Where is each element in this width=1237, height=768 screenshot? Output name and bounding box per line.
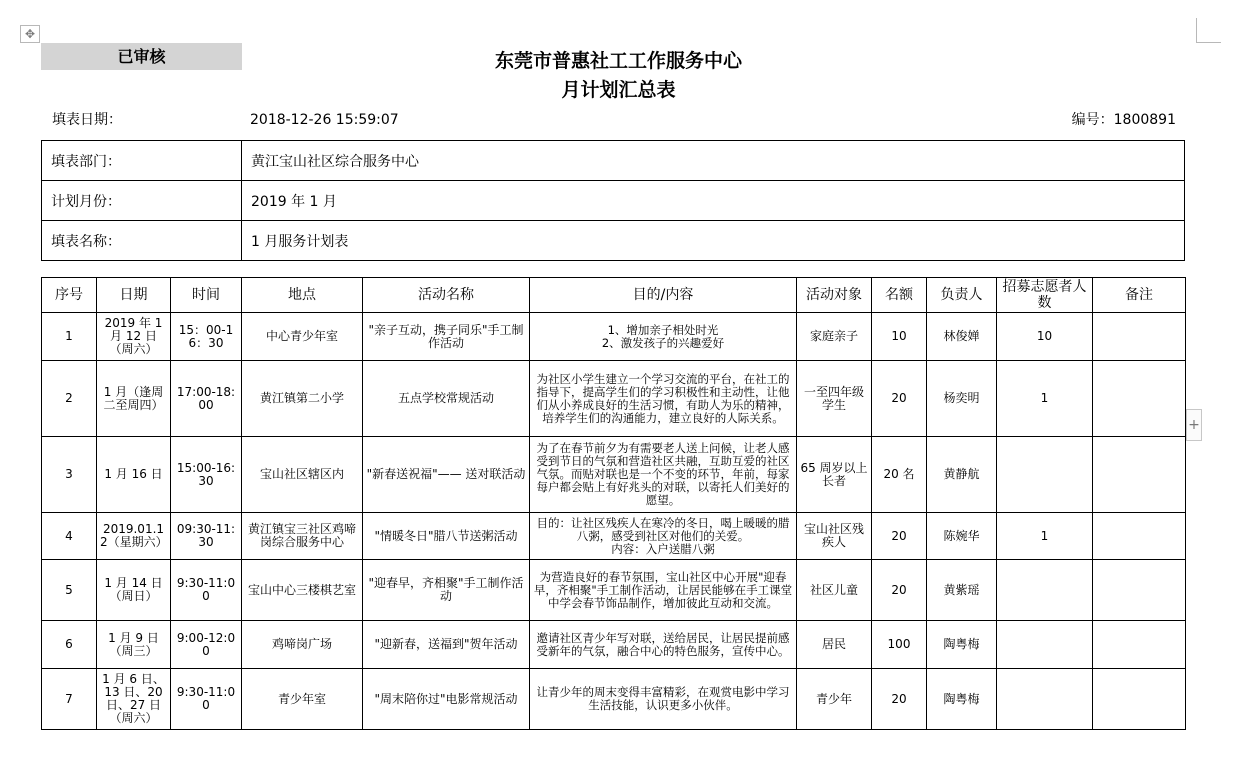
page-corner-mark bbox=[1196, 18, 1221, 43]
cell-target[interactable]: 宝山社区残疾人 bbox=[797, 513, 872, 560]
cell-activity[interactable]: "迎新春，送福到"贺年活动 bbox=[363, 621, 530, 669]
cell-index[interactable]: 6 bbox=[42, 621, 97, 669]
info-label: 填表名称： bbox=[42, 221, 242, 261]
col-header-location: 地点 bbox=[242, 278, 363, 313]
status-badge: 已审核 bbox=[41, 43, 242, 70]
col-header-volunteers: 招募志愿者人数 bbox=[997, 278, 1093, 313]
cell-activity[interactable]: "周末陪你过"电影常规活动 bbox=[363, 669, 530, 730]
cell-quota[interactable]: 20 bbox=[872, 560, 927, 621]
add-row-icon[interactable]: + bbox=[1186, 409, 1202, 441]
cell-quota[interactable]: 20 名 bbox=[872, 437, 927, 513]
cell-volunteers[interactable] bbox=[997, 621, 1093, 669]
info-table bbox=[41, 140, 1185, 261]
col-header-activity: 活动名称 bbox=[363, 278, 530, 313]
cell-notes[interactable] bbox=[1093, 437, 1186, 513]
col-header-target: 活动对象 bbox=[797, 278, 872, 313]
cell-time[interactable]: 9:00-12:00 bbox=[171, 621, 242, 669]
cell-activity[interactable]: 五点学校常规活动 bbox=[363, 361, 530, 437]
cell-index[interactable]: 5 bbox=[42, 560, 97, 621]
cell-activity[interactable]: "新春送祝福"—— 送对联活动 bbox=[363, 437, 530, 513]
cell-date[interactable]: 2019.01.12（星期六） bbox=[97, 513, 171, 560]
fill-date-value: 2018-12-26 15:59:07 bbox=[250, 112, 399, 128]
cell-content[interactable]: 目的：让社区残疾人在寒冷的冬日，喝上暖暖的腊八粥，感受到社区对他们的关爱。 内容：入户送腊八粥 bbox=[530, 513, 797, 560]
cell-location[interactable]: 宝山社区辖区内 bbox=[242, 437, 363, 513]
info-row-department bbox=[42, 141, 1185, 181]
cell-owner[interactable]: 黄紫瑶 bbox=[927, 560, 997, 621]
cell-owner[interactable]: 黄静航 bbox=[927, 437, 997, 513]
cell-owner[interactable]: 陶粤梅 bbox=[927, 669, 997, 730]
col-header-quota: 名额 bbox=[872, 278, 927, 313]
col-header-date: 日期 bbox=[97, 278, 171, 313]
cell-volunteers[interactable]: 1 bbox=[997, 361, 1093, 437]
doc-number-label: 编号： bbox=[1071, 112, 1114, 128]
table-row bbox=[42, 669, 1186, 730]
cell-volunteers[interactable]: 1 bbox=[997, 513, 1093, 560]
cell-date[interactable]: 1 月 6 日、13 日、20 日、27 日（周六） bbox=[97, 669, 171, 730]
table-header-row bbox=[42, 278, 1186, 313]
col-header-content: 目的/内容 bbox=[530, 278, 797, 313]
cell-activity[interactable]: "迎春早，齐相聚"手工制作活动 bbox=[363, 560, 530, 621]
cell-time[interactable]: 15：00-16：30 bbox=[171, 313, 242, 361]
table-move-handle-icon[interactable]: ✥ bbox=[20, 25, 40, 43]
table-row bbox=[42, 313, 1186, 361]
cell-location[interactable]: 宝山中心三楼棋艺室 bbox=[242, 560, 363, 621]
cell-volunteers[interactable] bbox=[997, 560, 1093, 621]
table-row bbox=[42, 437, 1186, 513]
cell-target[interactable]: 青少年 bbox=[797, 669, 872, 730]
cell-quota[interactable]: 20 bbox=[872, 669, 927, 730]
cell-owner[interactable]: 林俊婵 bbox=[927, 313, 997, 361]
info-label: 填表部门： bbox=[42, 141, 242, 181]
cell-notes[interactable] bbox=[1093, 669, 1186, 730]
col-header-owner: 负责人 bbox=[927, 278, 997, 313]
plan-table-body bbox=[42, 313, 1186, 730]
cell-content[interactable]: 1、增加亲子相处时光 2、激发孩子的兴趣爱好 bbox=[530, 313, 797, 361]
cell-owner[interactable]: 陈婉华 bbox=[927, 513, 997, 560]
info-value[interactable]: 1 月服务计划表 bbox=[242, 221, 1185, 261]
info-row-name bbox=[42, 221, 1185, 261]
cell-quota[interactable]: 20 bbox=[872, 513, 927, 560]
cell-target[interactable]: 一至四年级学生 bbox=[797, 361, 872, 437]
cell-date[interactable]: 1 月 16 日 bbox=[97, 437, 171, 513]
cell-time[interactable]: 9:30-11:00 bbox=[171, 669, 242, 730]
cell-date[interactable]: 1 月 9 日（周三） bbox=[97, 621, 171, 669]
cell-quota[interactable]: 10 bbox=[872, 313, 927, 361]
cell-content[interactable]: 为营造良好的春节氛围，宝山社区中心开展"迎春早，齐相聚"手工制作活动，让居民能够在手工课堂中学会春节饰品制作，增加彼此互动和交流。 bbox=[530, 560, 797, 621]
cell-time[interactable]: 17:00-18:00 bbox=[171, 361, 242, 437]
cell-index[interactable]: 7 bbox=[42, 669, 97, 730]
fill-date-label: 填表日期： bbox=[52, 112, 122, 128]
org-title: 东莞市普惠社工工作服务中心 bbox=[494, 50, 742, 72]
col-header-index: 序号 bbox=[42, 278, 97, 313]
info-value[interactable]: 黄江宝山社区综合服务中心 bbox=[242, 141, 1185, 181]
cell-activity[interactable]: "情暖冬日"腊八节送粥活动 bbox=[363, 513, 530, 560]
cell-notes[interactable] bbox=[1093, 513, 1186, 560]
cell-location[interactable]: 中心青少年室 bbox=[242, 313, 363, 361]
cell-time[interactable]: 9:30-11:00 bbox=[171, 560, 242, 621]
cell-content[interactable]: 让青少年的周末变得丰富精彩，在观赏电影中学习生活技能，认识更多小伙伴。 bbox=[530, 669, 797, 730]
cell-volunteers[interactable] bbox=[997, 437, 1093, 513]
cell-index[interactable]: 1 bbox=[42, 313, 97, 361]
cell-location[interactable]: 黄江镇第二小学 bbox=[242, 361, 363, 437]
col-header-time: 时间 bbox=[171, 278, 242, 313]
cell-date[interactable]: 1 月（逢周二至周四） bbox=[97, 361, 171, 437]
info-value[interactable]: 2019 年 1 月 bbox=[242, 181, 1185, 221]
cell-volunteers[interactable] bbox=[997, 669, 1093, 730]
cell-owner[interactable]: 杨奕明 bbox=[927, 361, 997, 437]
cell-notes[interactable] bbox=[1093, 361, 1186, 437]
cell-location[interactable]: 鸡啼岗广场 bbox=[242, 621, 363, 669]
cell-activity[interactable]: "亲子互动，携子同乐"手工制作活动 bbox=[363, 313, 530, 361]
cell-content[interactable]: 为社区小学生建立一个学习交流的平台，在社工的指导下，提高学生们的学习积极性和主动性，让他们从小养成良好的生活习惯，有助人为乐的精神，培养学生们的沟通能力，建立良好的人际关系。 bbox=[530, 361, 797, 437]
cell-notes[interactable] bbox=[1093, 313, 1186, 361]
cell-index[interactable]: 4 bbox=[42, 513, 97, 560]
table-row bbox=[42, 513, 1186, 560]
doc-number-value: 1800891 bbox=[1113, 112, 1176, 128]
cell-time[interactable]: 09:30-11:30 bbox=[171, 513, 242, 560]
cell-date[interactable]: 2019 年 1 月 12 日（周六） bbox=[97, 313, 171, 361]
cell-target[interactable]: 居民 bbox=[797, 621, 872, 669]
cell-target[interactable]: 社区儿童 bbox=[797, 560, 872, 621]
cell-volunteers[interactable]: 10 bbox=[997, 313, 1093, 361]
plan-table bbox=[41, 277, 1186, 730]
cell-location[interactable]: 黄江镇宝三社区鸡啼岗综合服务中心 bbox=[242, 513, 363, 560]
cell-date[interactable]: 1 月 14 日（周日） bbox=[97, 560, 171, 621]
cell-quota[interactable]: 20 bbox=[872, 361, 927, 437]
cell-location[interactable]: 青少年室 bbox=[242, 669, 363, 730]
cell-quota[interactable]: 100 bbox=[872, 621, 927, 669]
cell-owner[interactable]: 陶粤梅 bbox=[927, 621, 997, 669]
cell-target[interactable]: 家庭亲子 bbox=[797, 313, 872, 361]
table-row bbox=[42, 621, 1186, 669]
col-header-notes: 备注 bbox=[1093, 278, 1186, 313]
doc-number bbox=[1072, 111, 1176, 129]
info-row-month bbox=[42, 181, 1185, 221]
cell-target[interactable]: 65 周岁以上长者 bbox=[797, 437, 872, 513]
table-row bbox=[42, 560, 1186, 621]
cell-notes[interactable] bbox=[1093, 621, 1186, 669]
doc-title: 月计划汇总表 bbox=[561, 79, 676, 101]
cell-index[interactable]: 2 bbox=[42, 361, 97, 437]
cell-index[interactable]: 3 bbox=[42, 437, 97, 513]
cell-content[interactable]: 为了在春节前夕为有需要老人送上问候，让老人感受到节日的气氛和营造社区共融，互助互爱的社区气氛。而贴对联也是一个不变的环节，年前，每家每户都会贴上有好兆头的对联，以寄托人们美好的愿望。 bbox=[530, 437, 797, 513]
cell-content[interactable]: 邀请社区青少年写对联，送给居民，让居民提前感受新年的气氛，融合中心的特色服务，宣传中心。 bbox=[530, 621, 797, 669]
cell-notes[interactable] bbox=[1093, 560, 1186, 621]
info-label: 计划月份： bbox=[42, 181, 242, 221]
cell-time[interactable]: 15:00-16:30 bbox=[171, 437, 242, 513]
table-row bbox=[42, 361, 1186, 437]
